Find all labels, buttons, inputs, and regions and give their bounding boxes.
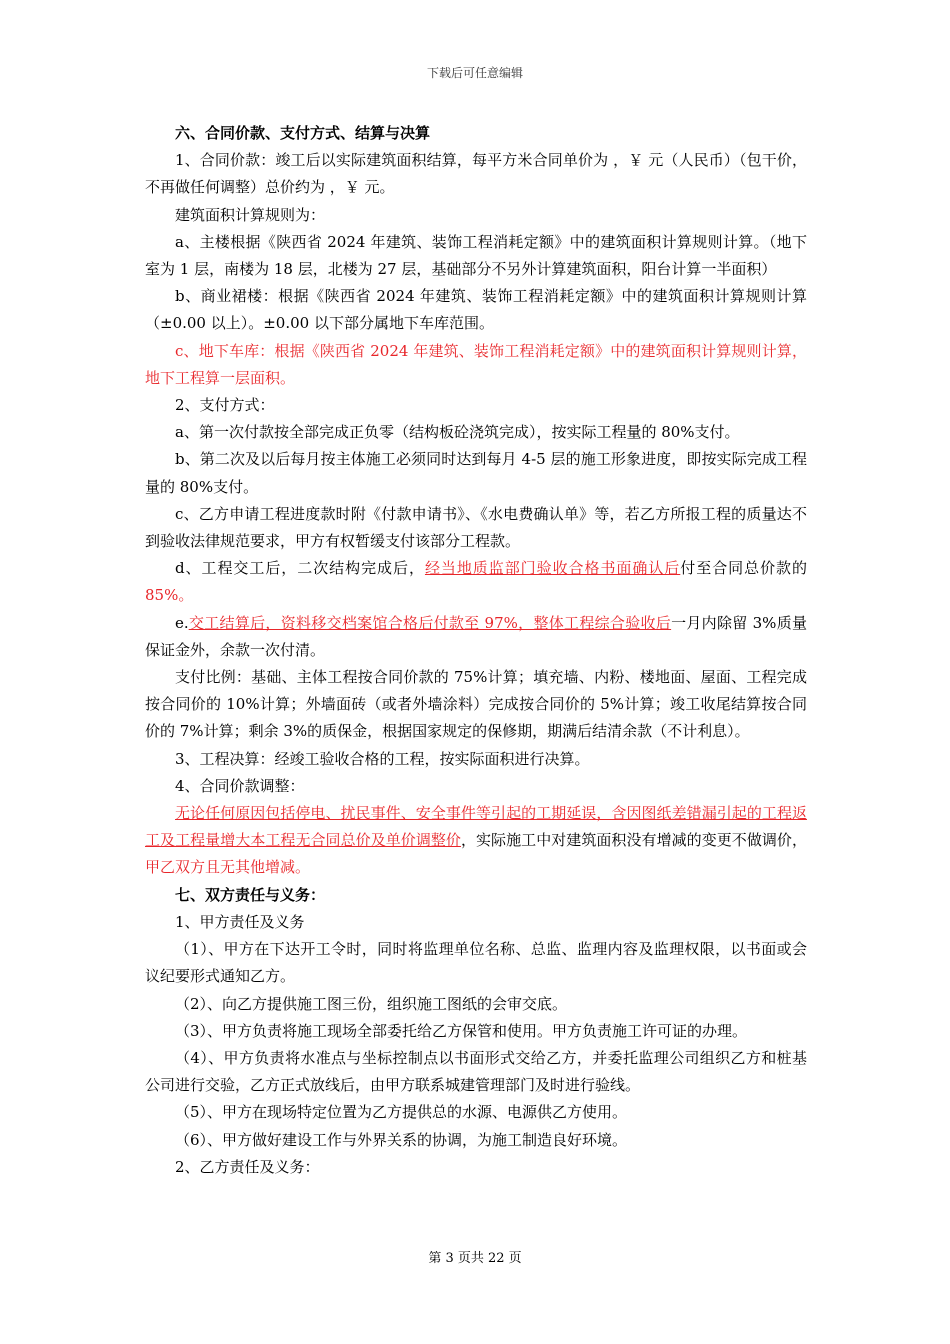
paragraph-payment-method-title: 2、支付方式：	[175, 396, 275, 415]
paragraph-party-b-title: 2、乙方责任及义务：	[175, 1157, 320, 1176]
page-footer: 第 3 页共 22 页	[428, 1251, 522, 1266]
paragraph-area-rules-title: 建筑面积计算规则为：	[175, 205, 326, 224]
paragraph-second-payment: b、第二次及以后每月按主体施工必须同时达到每月 4-5 层的施工形象进度，即按实际完成工程量的 80%支付。	[145, 450, 807, 496]
paragraph-payment-ratio: 支付比例：基础、主体工程按合同价款的 75%计算；填充墙、内粉、楼地面、屋面、工程完成按合同价的 10%计算；外墙面砖（或者外墙涂料）完成按合同价的 5%计算；竣工收尾结算按合同价的 7%计算；剩余 3%的质保金，根据国家规定的保修期，期满后结清余款（不计利息）。	[145, 668, 807, 741]
section-7-heading: 七、双方责任与义务：	[175, 885, 326, 904]
handover-percent: 85%。	[145, 586, 194, 605]
paragraph-party-a-item-4: （4）、甲方负责将水准点与坐标控制点以书面形式交给乙方，并委托监理公司组织乙方和桩基公司进行交验，乙方正式放线后，由甲方联系城建管理部门及时进行验线。	[145, 1048, 807, 1095]
paragraph-party-a-item-3: （3）、甲方负责将施工现场全部委托给乙方保管和使用。甲方负责施工许可证的办理。	[175, 1021, 748, 1040]
paragraph-main-building-rule: a、主楼根据《陕西省 2024 年建筑、装饰工程消耗定额》中的建筑面积计算规则计算。（地下室为 1 层，南楼为 18 层，北楼为 27 层，基础部分不另外计算建筑面积，阳台计算一半面积）	[145, 232, 807, 279]
adjustment-text-b: ，实际施工中对建筑面积没有增减的变更不做调价，	[460, 831, 807, 850]
settlement-text-c: 一月内除留 3%质量保证金外，余款一次付清。	[145, 613, 807, 659]
document-body	[145, 120, 807, 1181]
paragraph-party-a-title: 1、甲方责任及义务	[175, 912, 305, 931]
paragraph-commercial-podium-rule: b、商业裙楼：根据《陕西省 2024 年建筑、装饰工程消耗定额》中的建筑面积计算规则计算（±0.00 以上）。±0.00 以下部分属地下车库范围。	[145, 287, 807, 333]
paragraph-progress-payment-request: c、乙方申请工程进度款时附《付款申请书》、《水电费确认单》等，若乙方所报工程的质量达不到验收法律规范要求，甲方有权暂缓支付该部分工程款。	[145, 504, 807, 551]
paragraph-price-adjustment-title: 4、合同价款调整：	[175, 776, 305, 795]
adjustment-text-underlined: 无论任何原因包括停电、扰民事件、安全事件等引起的工期延误，含因图纸差错漏引起的工程返工及工程量增大本工程无合同总价及单价调整价	[145, 804, 807, 850]
paragraph-party-a-item-2: （2）、向乙方提供施工图三份，组织施工图纸的会审交底。	[175, 994, 568, 1013]
paragraph-party-a-item-5: （5）、甲方在现场特定位置为乙方提供总的水源、电源供乙方使用。	[175, 1103, 628, 1122]
paragraph-party-a-item-6: （6）、甲方做好建设工作与外界关系的协调，为施工制造良好环境。	[175, 1130, 628, 1149]
paragraph-contract-price: 1、合同价款：竣工后以实际建筑面积结算，每平方米合同单价为 ，￥ 元（人民币）（包干价，不再做任何调整）总价约为 ，￥ 元。	[145, 151, 807, 197]
settlement-text-a: e.	[175, 613, 189, 632]
section-6-heading: 六、合同价款、支付方式、结算与决算	[175, 124, 431, 142]
paragraph-price-adjustment	[145, 800, 807, 882]
paragraph-handover-payment	[145, 555, 807, 609]
settlement-text-underlined: 交工结算后，资料移交档案馆合格后付款至 97%，整体工程综合验收后	[188, 613, 672, 632]
adjustment-text-c: 甲乙双方且无其他增减。	[145, 858, 311, 877]
paragraph-final-accounts: 3、工程决算：经竣工验收合格的工程，按实际面积进行决算。	[175, 749, 590, 768]
paragraph-underground-garage-rule: c、地下车库：根据《陕西省 2024 年建筑、装饰工程消耗定额》中的建筑面积计算规则计算，地下工程算一层面积。	[145, 341, 807, 387]
paragraph-party-a-item-1: （1）、甲方在下达开工令时，同时将监理单位名称、总监、监理内容及监理权限，以书面或会议纪要形式通知乙方。	[145, 940, 807, 986]
handover-text-underlined: 经当地质监部门验收合格书面确认后	[424, 559, 681, 578]
handover-text-c: 付至合同总价款的	[680, 559, 807, 578]
paragraph-final-settlement	[145, 610, 807, 664]
paragraph-first-payment: a、第一次付款按全部完成正负零（结构板砼浇筑完成），按实际工程量的 80%支付。	[175, 423, 740, 442]
handover-text-a: d、工程交工后，二次结构完成后，	[175, 559, 425, 578]
page-header: 下载后可任意编辑	[426, 66, 523, 80]
